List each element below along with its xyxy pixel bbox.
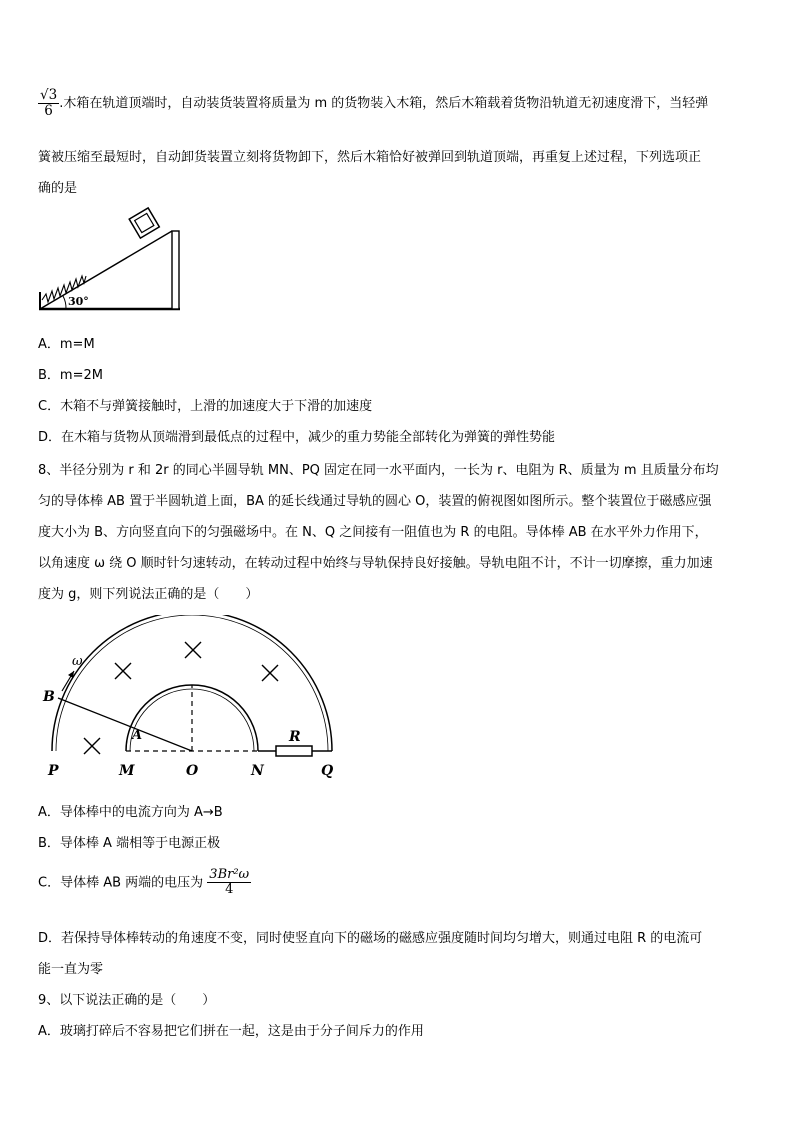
q7-text-1: .木箱在轨道顶端时，自动装货装置将质量为 m 的货物装入木箱，然后木箱载着货物沿轨道无初速度滑下，当轻弹	[59, 95, 709, 111]
q7-option-a: A．m=M	[38, 337, 95, 352]
label-p: P	[48, 763, 59, 779]
q8-line-5: 度为 g，则下列说法正确的是（ ）	[38, 587, 259, 602]
field-crosses	[84, 642, 278, 754]
fraction-denominator: 6	[44, 102, 53, 119]
q8-line-1: 8、半径分别为 r 和 2r 的同心半圆导轨 MN、PQ 固定在同一水平面内，一长为 r、电阻为 R、质量为 m 且质量分布均	[38, 463, 719, 478]
q7-line-1	[38, 88, 708, 119]
resistor	[276, 746, 312, 756]
q8-line-3: 度大小为 B、方向竖直向下的匀强磁场中。在 N、Q 之间接有一阻值也为 R 的电阻。导体棒 AB 在水平外力作用下，	[38, 525, 708, 540]
label-b: B	[43, 689, 55, 705]
q8-option-d-line-2: 能一直为零	[38, 962, 104, 977]
label-q: Q	[321, 763, 334, 779]
q8-line-4: 以角速度 ω 绕 O 顺时针匀速转动，在转动过程中始终与导轨保持良好接触。导轨电阻不计，不计一切摩擦，重力加速	[38, 556, 713, 571]
label-a: A	[132, 728, 143, 743]
label-r: R	[289, 729, 301, 745]
incline-spring-figure	[36, 206, 186, 314]
q8-option-a: A．导体棒中的电流方向为 A→B	[38, 805, 223, 820]
voltage-denominator: 4	[225, 882, 234, 898]
q7-line-2: 簧被压缩至最短时，自动卸货装置立刻将货物卸下，然后木箱恰好被弹回到轨道顶端，再重复上述过程，下列选项正	[38, 150, 702, 165]
q9-stem: 9、以下说法正确的是（ ）	[38, 993, 216, 1008]
label-n: N	[251, 763, 264, 779]
q9-option-a: A．玻璃打碎后不容易把它们拼在一起，这是由于分子间斥力的作用	[38, 1024, 424, 1039]
voltage-fraction	[207, 868, 251, 898]
q8-option-d-line-1: D．若保持导体棒转动的角速度不变，同时使竖直向下的磁场的磁感应强度随时间均匀增大，则通过电阻 R 的电流可	[38, 931, 703, 946]
voltage-numerator: 3Br²ω	[209, 867, 250, 882]
angle-label: 30°	[68, 295, 89, 308]
label-o: O	[186, 763, 199, 779]
right-post	[172, 231, 179, 309]
q7-line-3: 确的是	[38, 181, 78, 196]
label-omega: ω	[72, 654, 83, 669]
sqrt3-over-6-fraction	[38, 88, 59, 119]
q8-line-2: 匀的导体棒 AB 置于半圆轨道上面，BA 的延长线通过导轨的圆心 O，装置的俯视图如图所示。整个装置位于磁感应强	[38, 494, 712, 509]
q8-option-c-text: C．导体棒 AB 两端的电压为	[38, 875, 204, 891]
box-with-cargo	[129, 208, 159, 238]
conductor-rod	[58, 698, 192, 751]
q7-option-c: C．木箱不与弹簧接触时，上滑的加速度大于下滑的加速度	[38, 399, 373, 414]
q7-option-b: B．m=2M	[38, 368, 103, 383]
q7-option-d: D．在木箱与货物从顶端滑到最低点的过程中，减少的重力势能全部转化为弹簧的弹性势能	[38, 430, 556, 445]
q8-option-c	[38, 868, 251, 898]
q8-option-b: B．导体棒 A 端相等于电源正极	[38, 836, 221, 851]
fraction-numerator: √3	[40, 87, 58, 103]
label-m: M	[119, 763, 135, 779]
angle-arc	[63, 296, 66, 309]
semicircle-rails-figure	[40, 615, 340, 785]
